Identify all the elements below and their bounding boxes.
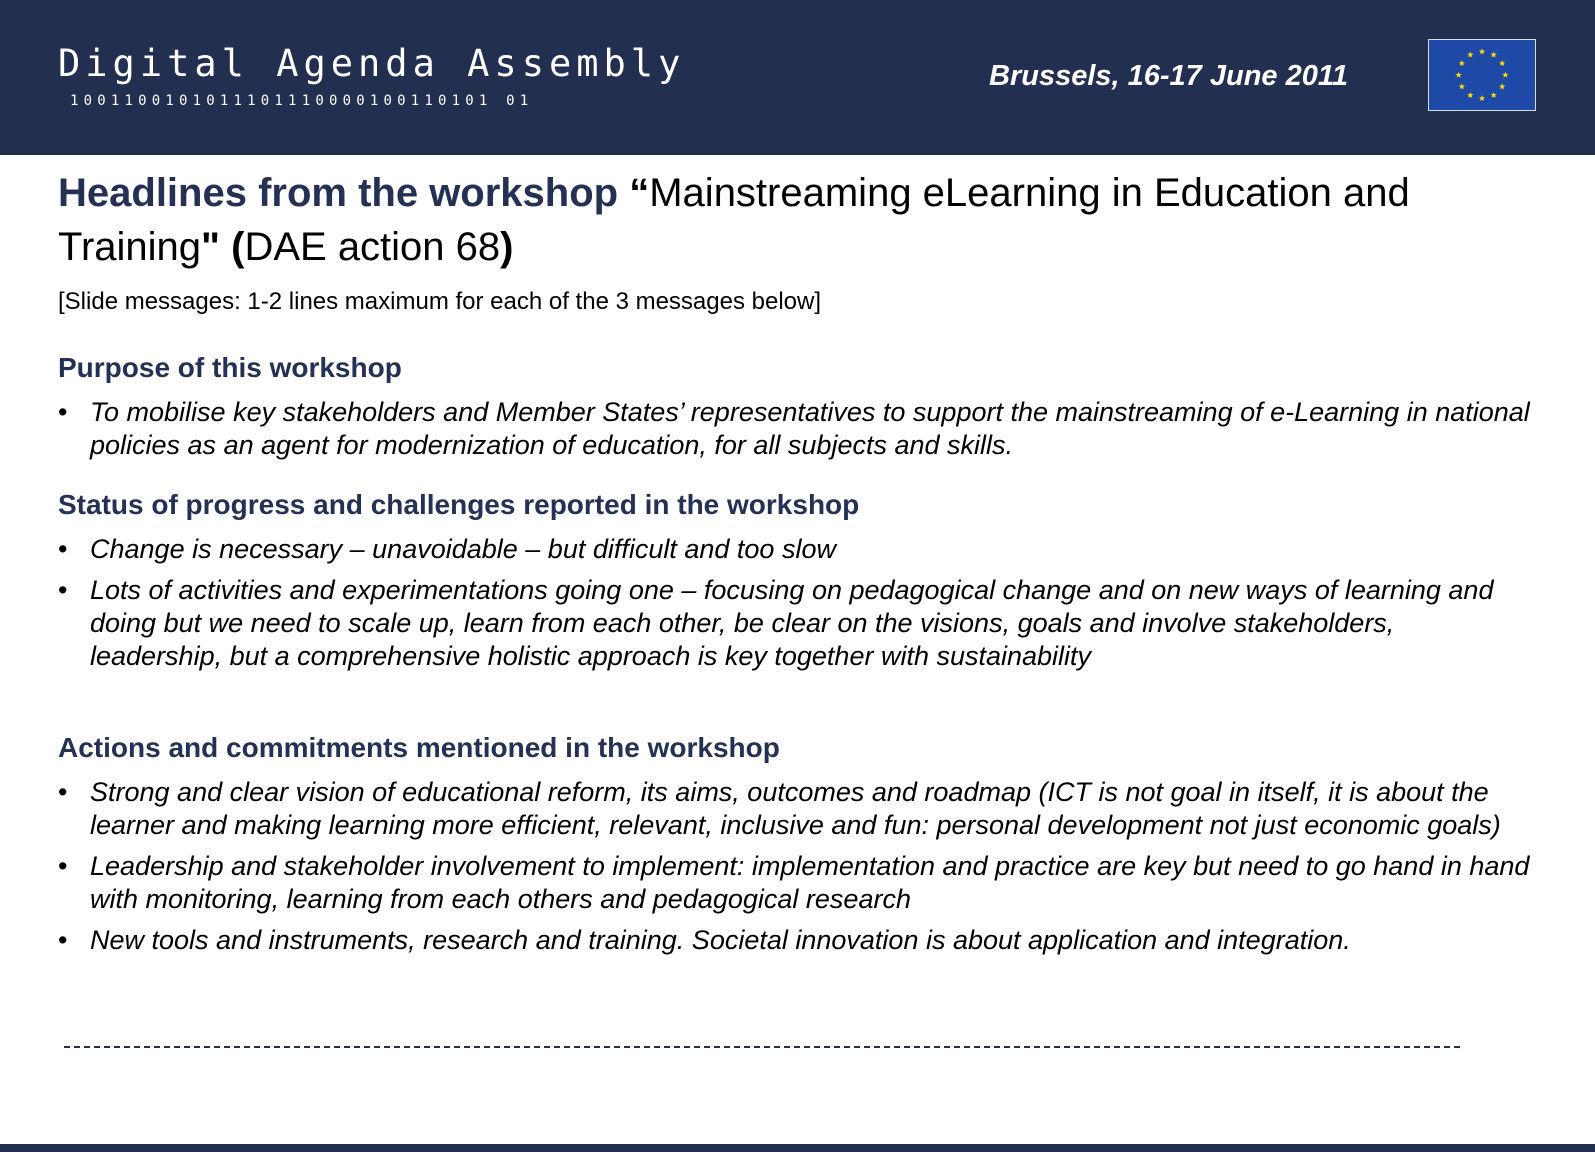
flag-star bbox=[1459, 60, 1465, 66]
purpose-bullet-list bbox=[58, 396, 1533, 470]
title-paren-close: ) bbox=[500, 225, 514, 269]
title-space bbox=[220, 225, 231, 269]
event-date: Brussels, 16-17 June 2011 bbox=[989, 60, 1348, 92]
eu-flag-stars bbox=[1429, 40, 1535, 110]
title-close-quote: " bbox=[201, 225, 220, 269]
header-banner bbox=[0, 0, 1595, 155]
slide-title-action: DAE action 68 bbox=[244, 225, 501, 269]
section-heading-actions: Actions and commitments mentioned in the workshop bbox=[58, 732, 780, 763]
flag-star bbox=[1467, 51, 1473, 57]
slide-title-body: Mainstreaming eLearning in Education and Training bbox=[58, 171, 1410, 269]
list-item: • Leadership and stakeholder involvement to implement: implementation and practice are key but need to go hand in hand with monitoring, learning from each others and pedagogical research bbox=[58, 850, 1533, 916]
flag-star bbox=[1491, 51, 1497, 57]
flag-star bbox=[1479, 95, 1485, 101]
section-heading-purpose: Purpose of this workshop bbox=[58, 352, 402, 383]
flag-star bbox=[1467, 92, 1473, 98]
dashed-divider bbox=[64, 1046, 1460, 1048]
flag-star bbox=[1502, 72, 1508, 78]
flag-star bbox=[1491, 92, 1497, 98]
eu-flag-icon bbox=[1428, 39, 1536, 111]
brand-binary-strip: 1001100101011101110000100110101 01 bbox=[70, 93, 534, 109]
list-item: • Lots of activities and experimentations going one – focusing on pedagogical change and on new ways of learning and doing but we need to scale up, learn from each other, be clear on the visions, goals and involve stakeholders, leadership, but a comprehensive holistic approach is key together with sustainability bbox=[58, 574, 1533, 673]
list-item: • Change is necessary – unavoidable – but difficult and too slow bbox=[58, 533, 1533, 566]
title-paren-open: ( bbox=[231, 225, 245, 269]
brand-title: Digital Agenda Assembly bbox=[58, 42, 686, 85]
slide-title-lead: Headlines from the workshop bbox=[58, 171, 619, 215]
list-item: • New tools and instruments, research and training. Societal innovation is about application and integration. bbox=[58, 924, 1533, 957]
section-heading-status: Status of progress and challenges reported in the workshop bbox=[58, 489, 860, 520]
list-item: • Strong and clear vision of educational reform, its aims, outcomes and roadmap (ICT is not goal in itself, it is about the learner and making learning more efficient, relevant, inclusive and fun: personal development not just economic goals) bbox=[58, 776, 1533, 842]
flag-star bbox=[1499, 83, 1505, 89]
flag-star bbox=[1456, 72, 1462, 78]
flag-star bbox=[1459, 83, 1465, 89]
flag-star bbox=[1479, 48, 1485, 54]
slide-title bbox=[58, 166, 1538, 274]
title-open-quote: “ bbox=[629, 171, 650, 215]
list-item: • To mobilise key stakeholders and Member States’ representatives to support the mainstreaming of e-Learning in national policies as an agent for modernization of education, for all subjects and skills. bbox=[58, 396, 1533, 462]
slide-instructions: [Slide messages: 1-2 lines maximum for each of the 3 messages below] bbox=[58, 288, 822, 315]
actions-bullet-list bbox=[58, 776, 1533, 965]
status-bullet-list bbox=[58, 533, 1533, 681]
footer-bar bbox=[0, 1144, 1595, 1152]
flag-star bbox=[1499, 60, 1505, 66]
